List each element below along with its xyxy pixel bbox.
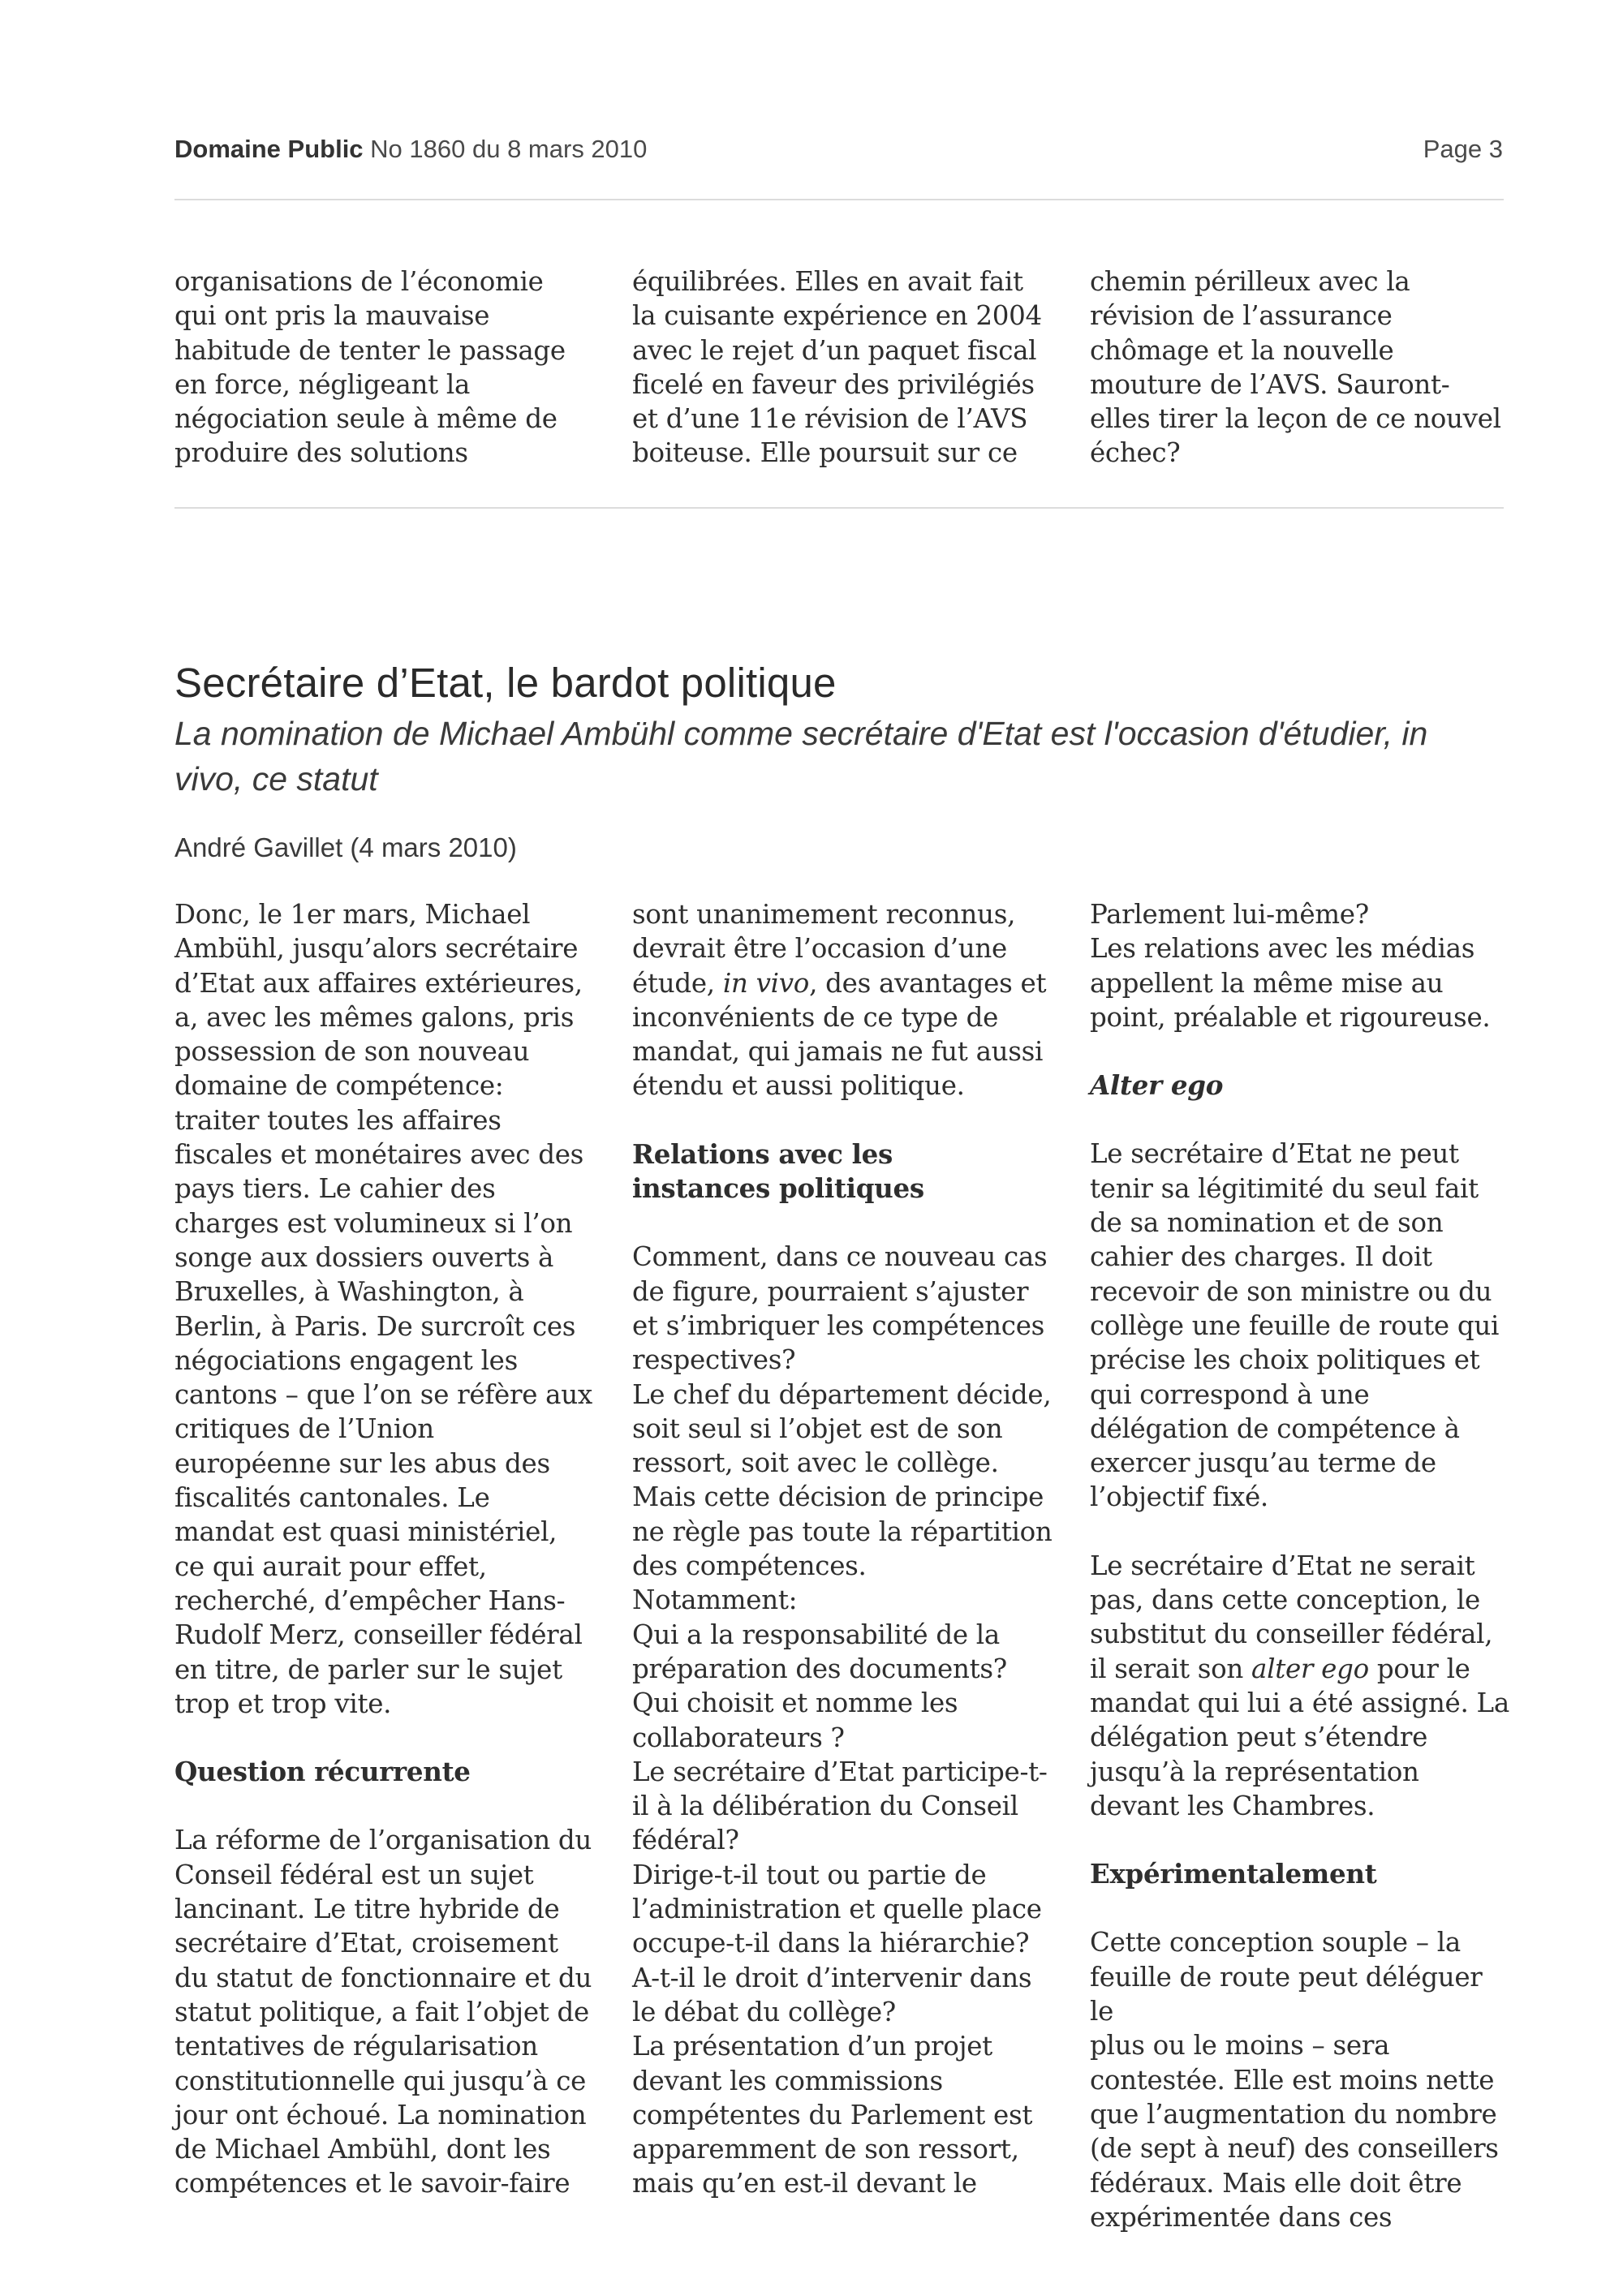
paragraph bbox=[632, 897, 1054, 1103]
continuation-text-1: organisations de l’économie qui ont pris la mauvaise habitude de tenter le passage en force, négligeant la négociation seule à même de produire des solutions bbox=[174, 266, 566, 469]
emphasis: in vivo bbox=[722, 967, 810, 999]
continuation-text-3: chemin périlleux avec la révision de l’assurance chômage et la nouvelle mouture de l’AVS. Sauront- elles tirer la leçon de ce nouvel échec? bbox=[1090, 266, 1501, 469]
publication-name: Domaine Public bbox=[174, 135, 364, 163]
header-divider bbox=[174, 199, 1504, 200]
section-heading: Expérimentalement bbox=[1090, 1858, 1377, 1890]
emphasis: alter ego bbox=[1251, 1653, 1369, 1684]
page-number: Page 3 bbox=[1423, 135, 1503, 163]
article-title: Secrétaire d’Etat, le bardot politique bbox=[174, 660, 837, 706]
section-heading: Question récurrente bbox=[174, 1756, 471, 1788]
article-divider bbox=[174, 507, 1504, 509]
text-run: , des avantages et inconvénients de ce type de mandat, qui jamais ne fut aussi étendu et aussi politique. bbox=[632, 967, 1047, 1102]
text-run: Le secrétaire d’Etat ne serait pas, dans cette conception, le substitut du conseiller fédéral, il serait son bbox=[1090, 1550, 1493, 1684]
issue-info: No 1860 du 8 mars 2010 bbox=[370, 135, 648, 163]
article-byline: André Gavillet (4 mars 2010) bbox=[174, 832, 517, 862]
continuation-column-1 bbox=[174, 264, 596, 471]
paragraph: Cette conception souple – la feuille de route peut déléguer le plus ou le moins – sera contestée. Elle est moins nette que l’augmentation du nombre (de sept à neuf) des conseillers fédéraux. Mais elle doit être expérimentée dans ces bbox=[1090, 1927, 1499, 2233]
continuation-columns bbox=[174, 264, 1518, 471]
paragraph-gap bbox=[1090, 1515, 1512, 1549]
article-column-2 bbox=[632, 897, 1054, 2234]
page-header bbox=[174, 135, 1503, 167]
article-subtitle: La nomination de Michael Ambühl comme secrétaire d'Etat est l'occasion d'étudier, in vivo, ce statut bbox=[174, 715, 1428, 798]
section-heading: Alter ego bbox=[1090, 1069, 1224, 1102]
paragraph: Comment, dans ce nouveau cas de figure, pourraient s’ajuster et s’imbriquer les compétences respectives? Le chef du département décide, soit seul si l’objet est de son ressort, soit avec le collège. Mais cette décision de principe ne règle pas toute la répartition des compétences. Notamment: Qui a la responsabilité de la préparation des documents? Qui choisit et nomme les collaborateurs ? Le secrétaire d’Etat participe-t- il à la délibération du Conseil fédéral? Dirige-t-il tout ou partie de l’administration et quelle place occupe-t-il dans la hiérarchie? A-t-il le droit d’intervenir dans le débat du collège? La présentation d’un projet devant les commissions compétentes du Parlement est apparemment de son ressort, mais qu’en est-il devant le bbox=[632, 1241, 1053, 2199]
continuation-column-3 bbox=[1090, 264, 1512, 471]
publication-info bbox=[174, 135, 647, 164]
article-column-1 bbox=[174, 897, 596, 2234]
continuation-column-2 bbox=[632, 264, 1054, 471]
paragraph: Parlement lui-même? Les relations avec les médias appellent la même mise au point, préalable et rigoureuse. bbox=[1090, 899, 1491, 1033]
paragraph bbox=[1090, 1549, 1512, 1823]
section-heading: Relations avec les instances politiques bbox=[632, 1137, 924, 1205]
paragraph: Le secrétaire d’Etat ne peut tenir sa légitimité du seul fait de sa nomination et de son cahier des charges. Il doit recevoir de son ministre ou du collège une feuille de route qui précise les choix politiques et qui correspond à une délégation de compétence à exercer jusqu’au terme de l’objectif fixé. bbox=[1090, 1138, 1500, 1513]
article-column-3 bbox=[1090, 897, 1512, 2234]
paragraph: La réforme de l’organisation du Conseil fédéral est un sujet lancinant. Le titre hybride de secrétaire d’Etat, croisement du statut de fonctionnaire et du statut politique, a fait l’objet de tentatives de régularisation constitutionnelle qui jusqu’à ce jour ont échoué. La nomination de Michael Ambühl, dont les compétences et le savoir-faire bbox=[174, 1825, 592, 2199]
continuation-text-2: équilibrées. Elles en avait fait la cuisante expérience en 2004 avec le rejet d’un paquet fiscal ficelé en faveur des privilégiés et d’une 11e révision de l’AVS boiteuse. Elle poursuit sur ce bbox=[632, 266, 1042, 469]
text-run: sont unanimement reconnus, devrait être l’occasion d’une étude, bbox=[632, 899, 1016, 999]
paragraph: Donc, le 1er mars, Michael Ambühl, jusqu’alors secrétaire d’Etat aux affaires extérieures, a, avec les mêmes galons, pris possession de son nouveau domaine de compétence: traiter toutes les affaires fiscales et monétaires avec des pays tiers. Le cahier des charges est volumineux si l’on songe aux dossiers ouverts à Bruxelles, à Washington, à Berlin, à Paris. De surcroît ces négociations engagent les cantons – que l’on se réfère aux critiques de l’Union européenne sur les abus des fiscalités cantonales. Le mandat est quasi ministériel, ce qui aurait pour effet, recherché, d’empêcher Hans- Rudolf Merz, conseiller fédéral en titre, de parler sur le sujet trop et trop vite. bbox=[174, 899, 592, 1719]
text-run: pour le mandat qui lui a été assigné. La délégation peut s’étendre jusqu’à la représentation devant les Chambres. bbox=[1090, 1653, 1509, 1821]
article-columns bbox=[174, 897, 1518, 2234]
